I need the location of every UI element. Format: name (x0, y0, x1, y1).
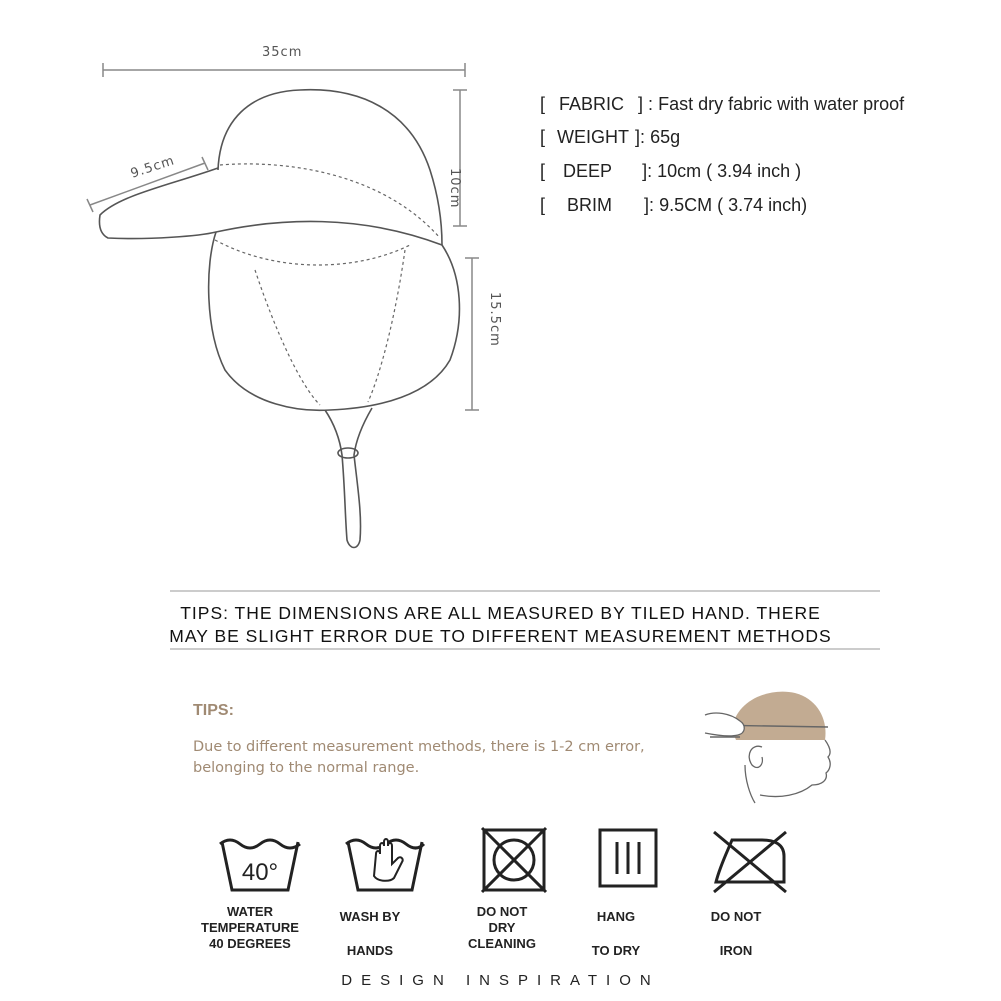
care-label-no-dry-clean: DO NOT DRY CLEANING (468, 904, 536, 951)
hat-stitching (215, 164, 440, 405)
spec-brim: [ BRIM ]: 9.5CM ( 3.74 inch) (540, 195, 808, 215)
hang-dry-icon (597, 827, 659, 889)
face-outline (760, 740, 830, 797)
tips-top-divider (170, 590, 880, 592)
tips-main-line2: MAY BE SLIGHT ERROR DUE TO DIFFERENT MEASUREMENT METHODS (169, 626, 832, 646)
neck-outline (745, 765, 755, 803)
width-dimension-label: 35cm (262, 45, 303, 60)
care-label-hand-wash: WASH BY HANDS (339, 909, 401, 958)
footer-design-inspiration: DESIGN INSPIRATION (341, 972, 660, 989)
spec-weight: [ WEIGHT ]: 65g (540, 127, 681, 147)
hand-wash-icon (344, 826, 426, 896)
no-iron-icon (710, 826, 790, 894)
wash-40-icon (218, 832, 302, 896)
width-dimension-line (103, 63, 465, 77)
head-measure-illustration (700, 685, 845, 805)
flap-dimension-line (465, 258, 479, 410)
flap-dimension-label: 15.5cm (487, 292, 502, 347)
tips-box-line1: Due to different measurement methods, there is 1-2 cm error, (193, 739, 645, 755)
spec-deep: [ DEEP ]: 10cm ( 3.94 inch ) (540, 161, 802, 181)
hat-diagram (0, 0, 520, 560)
care-label-hang-dry: HANG TO DRY (591, 909, 641, 958)
care-label-wash-40: WATER TEMPERATURE 40 DEGREES (201, 904, 299, 951)
brim-dimension-label: 9.5cm (128, 153, 177, 182)
no-dry-clean-icon (480, 826, 548, 894)
deep-dimension-label: 10cm (447, 168, 462, 209)
tips-box-line2: belonging to the normal range. (193, 760, 420, 776)
tips-box-title: TIPS: (193, 702, 234, 719)
tips-main-line1: TIPS: THE DIMENSIONS ARE ALL MEASURED BY TILED HAND. THERE (180, 603, 821, 623)
care-label-no-iron: DO NOT IRON (710, 909, 762, 958)
tips-bottom-divider (170, 648, 880, 650)
head-cap-shape (732, 692, 826, 740)
ear-outline (749, 746, 762, 767)
spec-fabric: [ FABRIC ] : Fast dry fabric with water proof (540, 94, 905, 114)
wash-temperature-text: 40° (241, 859, 279, 886)
